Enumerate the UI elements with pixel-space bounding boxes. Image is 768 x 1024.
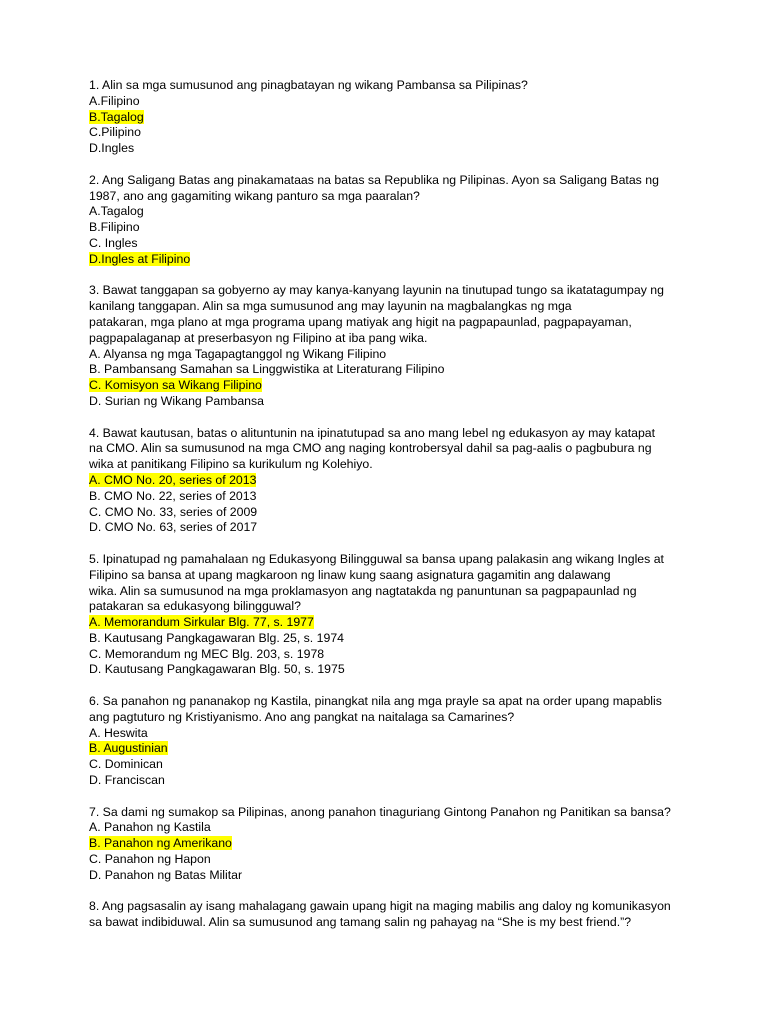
question-stem-line: 1. Alin sa mga sumusunod ang pinagbatayan ng wikang Pambansa sa Pilipinas? (89, 78, 528, 92)
choice-text: D.Ingles (89, 141, 135, 156)
choice-text: C. CMO No. 33, series of 2009 (89, 504, 258, 519)
choice-text: D. Surian ng Wikang Pambansa (89, 393, 264, 408)
choice-text: B. Panahon ng Amerikano (89, 836, 232, 851)
choice-text: B. Augustinian (89, 741, 168, 756)
choice-text: C. Komisyon sa Wikang Filipino (89, 378, 262, 393)
answer-choice (89, 647, 689, 663)
question-1 (89, 78, 689, 157)
answer-choice-highlighted (89, 252, 689, 268)
choice-text: B. CMO No. 22, series of 2013 (89, 488, 257, 503)
question-stem-line: 2. Ang Saligang Batas ang pinakamataas na batas sa Republika ng Pilipinas. Ayon sa Saligang Batas ng (89, 172, 659, 187)
answer-choice (89, 631, 689, 647)
choice-text: D. Franciscan (89, 773, 165, 788)
question-stem-line: sa bawat indibiduwal. Alin sa sumusunod ang tamang salin ng pahayag na “She is my best friend.”? (89, 915, 632, 930)
answer-choice (89, 204, 689, 220)
question-stem-line: 1987, ano ang gagamiting wikang panturo sa mga paaralan? (89, 188, 420, 203)
question-stem-line: 3. Bawat tanggapan sa gobyerno ay may kanya-kanyang layunin na tinutupad tungo sa ikatatagumpay ng (89, 283, 664, 298)
answer-choice (89, 662, 689, 678)
choice-text: C. Dominican (89, 757, 163, 772)
choice-text: A. Memorandum Sirkular Blg. 77, s. 1977 (89, 615, 314, 630)
question-stem-line: patakaran, mga plano at mga programa upang matiyak ang higit na pagpapaunlad, pagpapayaman, (89, 314, 632, 329)
answer-choice (89, 141, 689, 157)
answer-choice (89, 220, 689, 236)
question-stem-line: patakaran sa edukasyong bilingguwal? (89, 599, 301, 614)
question-2 (89, 173, 689, 268)
question-stem-line: Filipino sa bansa at upang magkaroon ng linaw kung saang asignatura gagamitin ang dalawang (89, 567, 611, 582)
question-stem-line: kanilang tanggapan. Alin sa mga sumusunod ang may layunin na magbalangkas ng mga (89, 299, 572, 314)
question-4 (89, 426, 689, 537)
answer-choice (89, 520, 689, 536)
question-stem-line: na CMO. Alin sa sumusunod na mga CMO ang naging kontrobersyal dahil sa pag-aalis o pagbubura ng (89, 441, 652, 456)
question-stem-line: pagpapalaganap at preserbasyon ng Filipino at iba pang wika. (89, 330, 428, 345)
answer-choice (89, 125, 689, 141)
quiz-document (89, 78, 689, 947)
question-7 (89, 805, 689, 884)
choice-text: A.Tagalog (89, 204, 144, 219)
answer-choice (89, 868, 689, 884)
choice-text: C. Memorandum ng MEC Blg. 203, s. 1978 (89, 646, 325, 661)
answer-choice (89, 757, 689, 773)
choice-text: B.Filipino (89, 220, 140, 235)
answer-choice (89, 394, 689, 410)
answer-choice (89, 852, 689, 868)
question-3 (89, 283, 689, 409)
answer-choice (89, 820, 689, 836)
answer-choice (89, 347, 689, 363)
answer-choice-highlighted (89, 836, 689, 852)
answer-choice (89, 94, 689, 110)
choice-text: C. Ingles (89, 235, 138, 250)
question-stem-line: 8. Ang pagsasalin ay isang mahalagang gawain upang higit na maging mabilis ang daloy ng komunikasyon (89, 899, 671, 914)
answer-choice-highlighted (89, 615, 689, 631)
choice-text: A. Panahon ng Kastila (89, 820, 211, 835)
choice-text: B.Tagalog (89, 109, 144, 124)
choice-text: A.Filipino (89, 93, 140, 108)
question-stem-line: wika at panitikang Filipino sa kurikulum ng Kolehiyo. (89, 457, 373, 472)
choice-text: A. Alyansa ng mga Tagapagtanggol ng Wikang Filipino (89, 346, 387, 361)
answer-choice-highlighted (89, 378, 689, 394)
choice-text: A. Heswita (89, 725, 148, 740)
choice-text: C.Pilipino (89, 125, 141, 140)
question-stem-line: 6. Sa panahon ng pananakop ng Kastila, pinangkat nila ang mga prayle sa apat na order upang mapablis (89, 694, 662, 709)
answer-choice-highlighted (89, 473, 689, 489)
answer-choice (89, 362, 689, 378)
answer-choice (89, 236, 689, 252)
answer-choice (89, 489, 689, 505)
question-5 (89, 552, 689, 678)
answer-choice-highlighted (89, 741, 689, 757)
question-stem-line: 7. Sa dami ng sumakop sa Pilipinas, anong panahon tinaguriang Gintong Panahon ng Panitikan sa bansa? (89, 804, 671, 819)
answer-choice (89, 505, 689, 521)
question-8 (89, 899, 689, 931)
question-stem-line: wika. Alin sa sumusunod na mga proklamasyon ang nagtatakda ng panuntunan sa pagpapaunlad ng (89, 583, 637, 598)
choice-text: D.Ingles at Filipino (89, 251, 191, 266)
answer-choice (89, 726, 689, 742)
answer-choice (89, 773, 689, 789)
choice-text: B. Pambansang Samahan sa Linggwistika at Literaturang Filipino (89, 362, 445, 377)
choice-text: D. Panahon ng Batas Militar (89, 867, 243, 882)
choice-text: C. Panahon ng Hapon (89, 852, 211, 867)
question-stem-line: ang pagtuturo ng Kristiyanismo. Ano ang pangkat na naitalaga sa Camarines? (89, 709, 515, 724)
choice-text: D. CMO No. 63, series of 2017 (89, 520, 258, 535)
choice-text: D. Kautusang Pangkagawaran Blg. 50, s. 1975 (89, 662, 345, 677)
choice-text: B. Kautusang Pangkagawaran Blg. 25, s. 1974 (89, 630, 344, 645)
choice-text: A. CMO No. 20, series of 2013 (89, 472, 257, 487)
question-stem-line: 5. Ipinatupad ng pamahalaan ng Edukasyong Bilingguwal sa bansa upang palakasin ang wikang Ingles at (89, 551, 664, 566)
question-stem-line: 4. Bawat kautusan, batas o alituntunin na ipinatutupad sa ano mang lebel ng edukasyon ay may katapat (89, 425, 656, 440)
answer-choice-highlighted (89, 110, 689, 126)
question-6 (89, 694, 689, 789)
